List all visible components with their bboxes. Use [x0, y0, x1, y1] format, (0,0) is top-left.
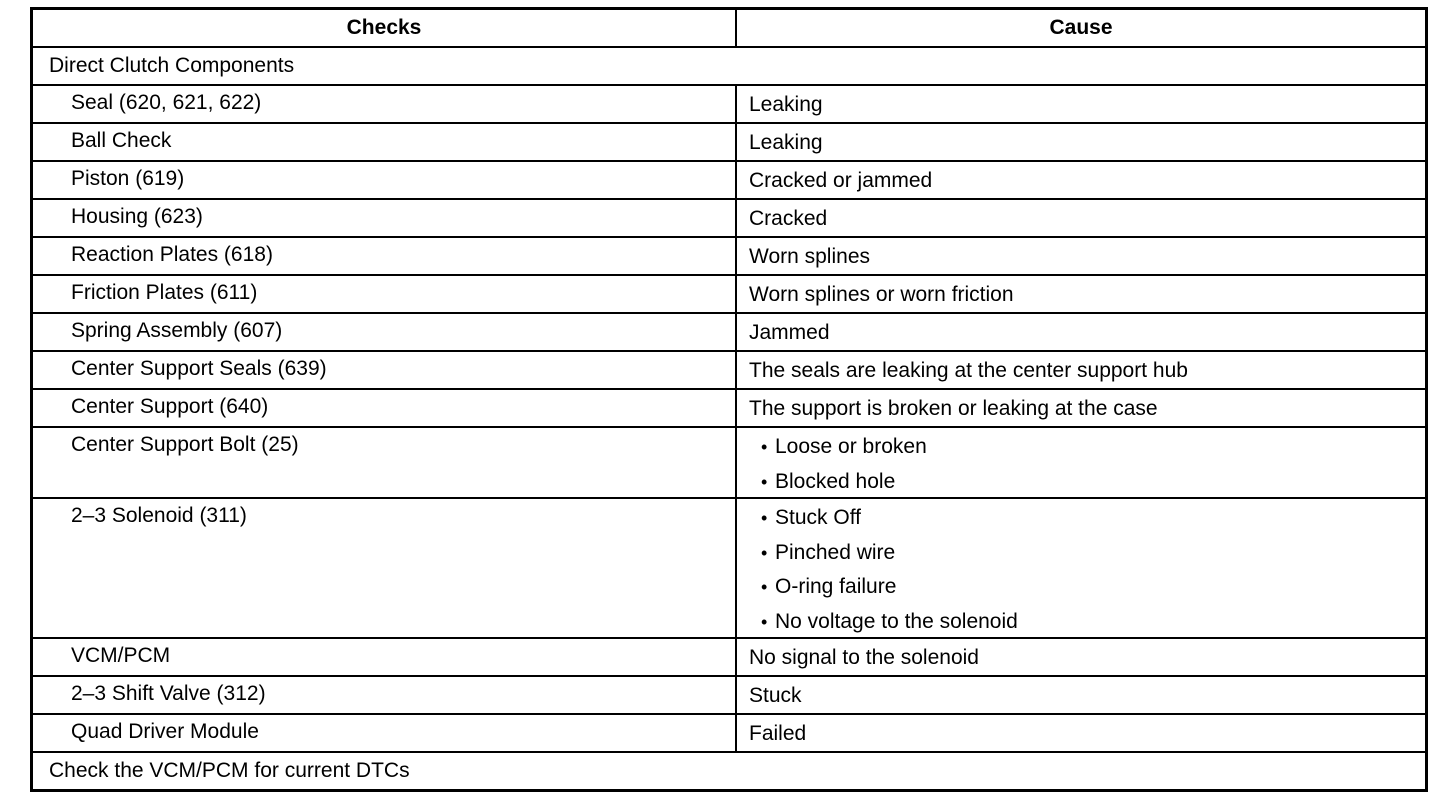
- diagnostic-table: [30, 7, 1428, 792]
- cause-bullet-item: • O-ring failure: [749, 574, 1425, 609]
- table-row: [33, 426, 1425, 497]
- section-row: [33, 46, 1425, 84]
- footer-note: Check the VCM/PCM for current DTCs: [49, 759, 410, 782]
- cause-bullet-item: • Pinched wire: [749, 540, 1425, 575]
- check-cell: Ball Check: [33, 124, 737, 160]
- table-row: [33, 713, 1425, 751]
- check-cell: Piston (619): [33, 162, 737, 198]
- table-row: [33, 160, 1425, 198]
- table-row: [33, 236, 1425, 274]
- cause-cell: Worn splines: [749, 245, 870, 268]
- cause-cell: Worn splines or worn friction: [749, 283, 1014, 306]
- check-cell: Quad Driver Module: [33, 715, 737, 751]
- table-row: [33, 122, 1425, 160]
- check-cell: Seal (620, 621, 622): [33, 86, 737, 122]
- table-row: [33, 198, 1425, 236]
- check-cell: VCM/PCM: [33, 639, 737, 675]
- table-row: [33, 675, 1425, 713]
- check-cell: Center Support Seals (639): [33, 352, 737, 388]
- cause-cell: Leaking: [749, 93, 823, 116]
- check-cell: Friction Plates (611): [33, 276, 737, 312]
- cause-cell: [737, 499, 1425, 637]
- checks-column-header: Checks: [33, 10, 737, 46]
- cause-cell: [737, 428, 1425, 497]
- section-title: Direct Clutch Components: [49, 54, 295, 77]
- check-cell: 2–3 Solenoid (311): [33, 499, 737, 637]
- cause-bullet-list: [749, 434, 1425, 503]
- table-row: [33, 497, 1425, 637]
- cause-bullet-item: • Stuck Off: [749, 505, 1425, 540]
- cause-cell: No signal to the solenoid: [749, 646, 979, 669]
- cause-cell: Jammed: [749, 321, 830, 344]
- check-cell: 2–3 Shift Valve (312): [33, 677, 737, 713]
- table-row: [33, 312, 1425, 350]
- cause-cell: Cracked or jammed: [749, 169, 933, 192]
- table-row: [33, 84, 1425, 122]
- check-cell: Center Support Bolt (25): [33, 428, 737, 497]
- cause-cell: Failed: [749, 722, 807, 745]
- cause-cell: Stuck: [749, 684, 802, 707]
- table-row: [33, 388, 1425, 426]
- check-cell: Housing (623): [33, 200, 737, 236]
- cause-bullet-item: • Blocked hole: [749, 469, 1425, 504]
- cause-cell: The support is broken or leaking at the case: [749, 397, 1158, 420]
- cause-cell: Cracked: [749, 207, 828, 230]
- cause-column-header: Cause: [1049, 16, 1113, 39]
- check-cell: Center Support (640): [33, 390, 737, 426]
- cause-cell: The seals are leaking at the center support hub: [749, 359, 1188, 382]
- footer-row: [33, 751, 1425, 789]
- cause-cell: Leaking: [749, 131, 823, 154]
- cause-bullet-list: [749, 505, 1425, 643]
- cause-bullet-item: • No voltage to the solenoid: [749, 609, 1425, 644]
- check-cell: Reaction Plates (618): [33, 238, 737, 274]
- check-cell: Spring Assembly (607): [33, 314, 737, 350]
- table-header-row: [33, 10, 1425, 46]
- table-row: [33, 274, 1425, 312]
- cause-bullet-item: • Loose or broken: [749, 434, 1425, 469]
- table-row: [33, 350, 1425, 388]
